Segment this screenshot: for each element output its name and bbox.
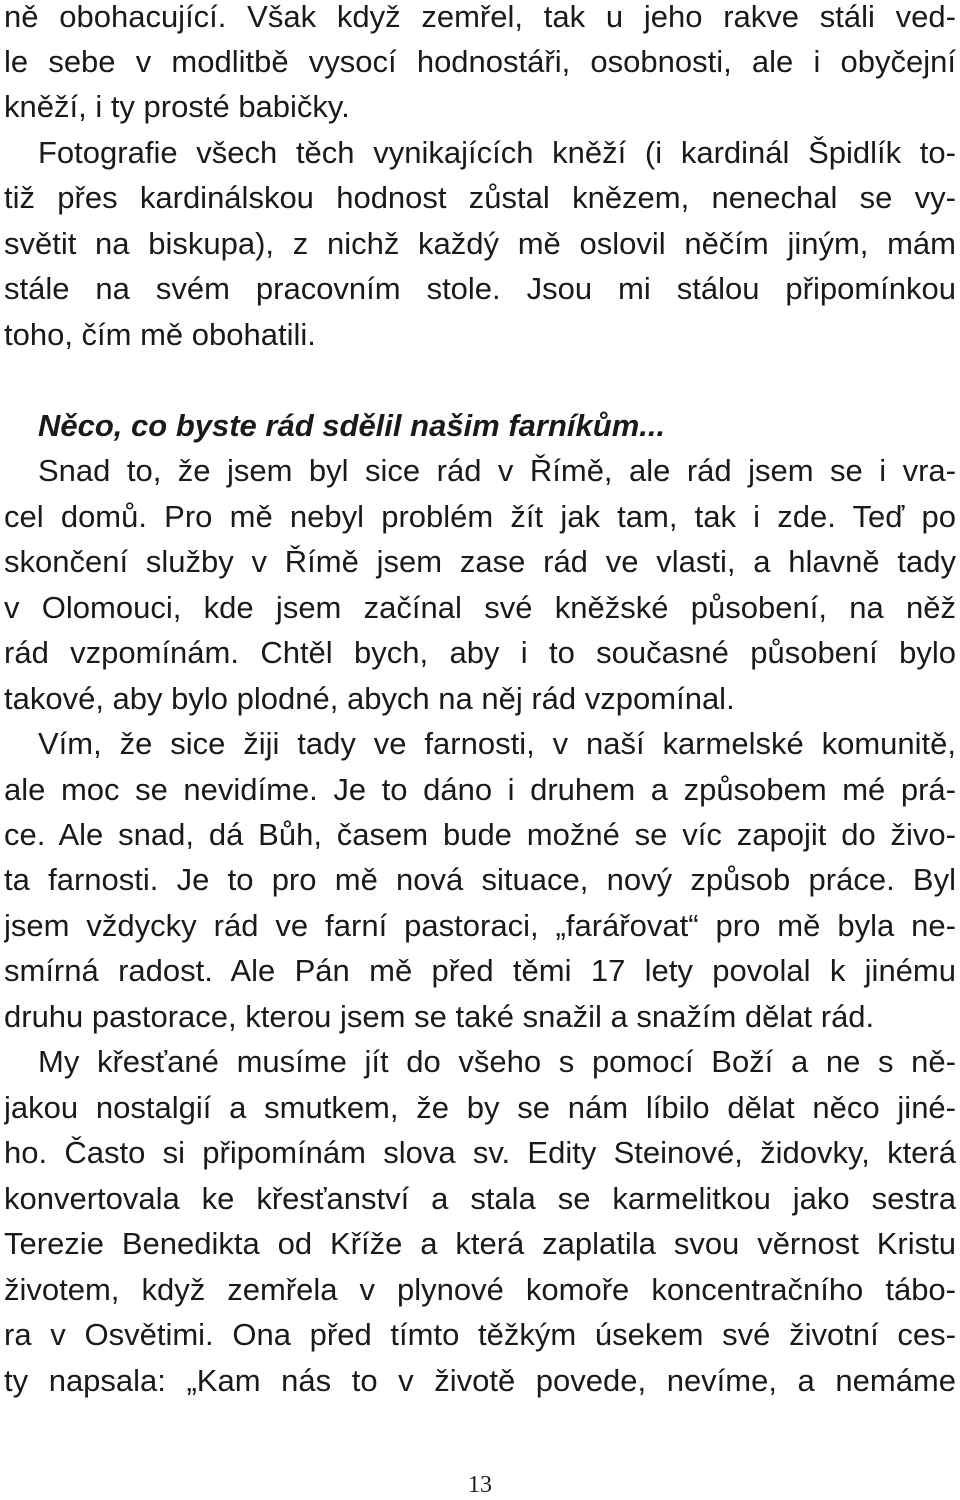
text-line: životem, když zemřela v plynové komoře koncentračního tábo-	[4, 1272, 956, 1307]
text-line: ce. Ale snad, dá Bůh, časem bude možné se víc zapojit do živo-	[4, 817, 956, 852]
text-line: v Olomouci, kde jsem začínal své kněžské působení, na něž	[4, 590, 956, 625]
text-line: konvertovala ke křesťanství a stala se karmelitkou jako sestra	[4, 1181, 956, 1216]
text-line: ty napsala: „Kam nás to v životě povede, nevíme, a nemáme	[4, 1363, 956, 1398]
text-line: Vím, že sice žiji tady ve farnosti, v naší karmelské komunitě,	[38, 726, 956, 761]
text-line: stále na svém pracovním stole. Jsou mi stálou připomínkou	[4, 271, 956, 306]
page-number: 13	[468, 1472, 492, 1498]
text-line: světit na biskupa), z nichž každý mě oslovil něčím jiným, mám	[4, 226, 956, 261]
text-line: ta farnosti. Je to pro mě nová situace, nový způsob práce. Byl	[4, 862, 956, 897]
text-line: le sebe v modlitbě vysocí hodnostáři, osobnosti, ale i obyčejní	[4, 44, 956, 79]
text-line: ně obohacující. Však když zemřel, tak u jeho rakve stáli ved-	[4, 0, 956, 34]
text-line: My křesťané musíme jít do všeho s pomocí Boží a ne s ně-	[38, 1044, 956, 1079]
text-line: takové, aby bylo plodné, abych na něj rád vzpomínal.	[4, 681, 735, 716]
text-line: rád vzpomínám. Chtěl bych, aby i to současné působení bylo	[4, 635, 956, 670]
text-line: kněží, i ty prosté babičky.	[4, 89, 350, 124]
text-line: jsem vždycky rád ve farní pastoraci, „farářovat“ pro mě byla ne-	[4, 908, 956, 943]
text-line: druhu pastorace, kterou jsem se také snažil a snažím dělat rád.	[4, 999, 875, 1034]
text-line: Snad to, že jsem byl sice rád v Římě, ale rád jsem se i vra-	[38, 453, 956, 488]
text-line: cel domů. Pro mě nebyl problém žít jak tam, tak i zde. Teď po	[4, 499, 956, 534]
text-line: toho, čím mě obohatili.	[4, 317, 316, 352]
text-line: ale moc se nevidíme. Je to dáno i druhem a způsobem mé prá-	[4, 772, 956, 807]
text-line: smírná radost. Ale Pán mě před těmi 17 lety povolal k jinému	[4, 953, 956, 988]
text-line: ra v Osvětimi. Ona před tímto těžkým úsekem své životní ces-	[4, 1317, 956, 1352]
text-line: Terezie Benedikta od Kříže a která zaplatila svou věrnost Kristu	[4, 1226, 956, 1261]
text-line: ho. Často si připomínám slova sv. Edity Steinové, židovky, která	[4, 1135, 956, 1170]
text-line: jakou nostalgií a smutkem, že by se nám líbilo dělat něco jiné-	[4, 1090, 956, 1125]
text-line: Fotografie všech těch vynikajících kněží (i kardinál Špidlík to-	[38, 135, 956, 170]
text-line: skončení služby v Římě jsem zase rád ve vlasti, a hlavně tady	[4, 544, 956, 579]
section-heading: Něco, co byste rád sdělil našim farníkům...	[38, 408, 666, 443]
text-line: tiž přes kardinálskou hodnost zůstal knězem, nenechal se vy-	[4, 180, 956, 215]
